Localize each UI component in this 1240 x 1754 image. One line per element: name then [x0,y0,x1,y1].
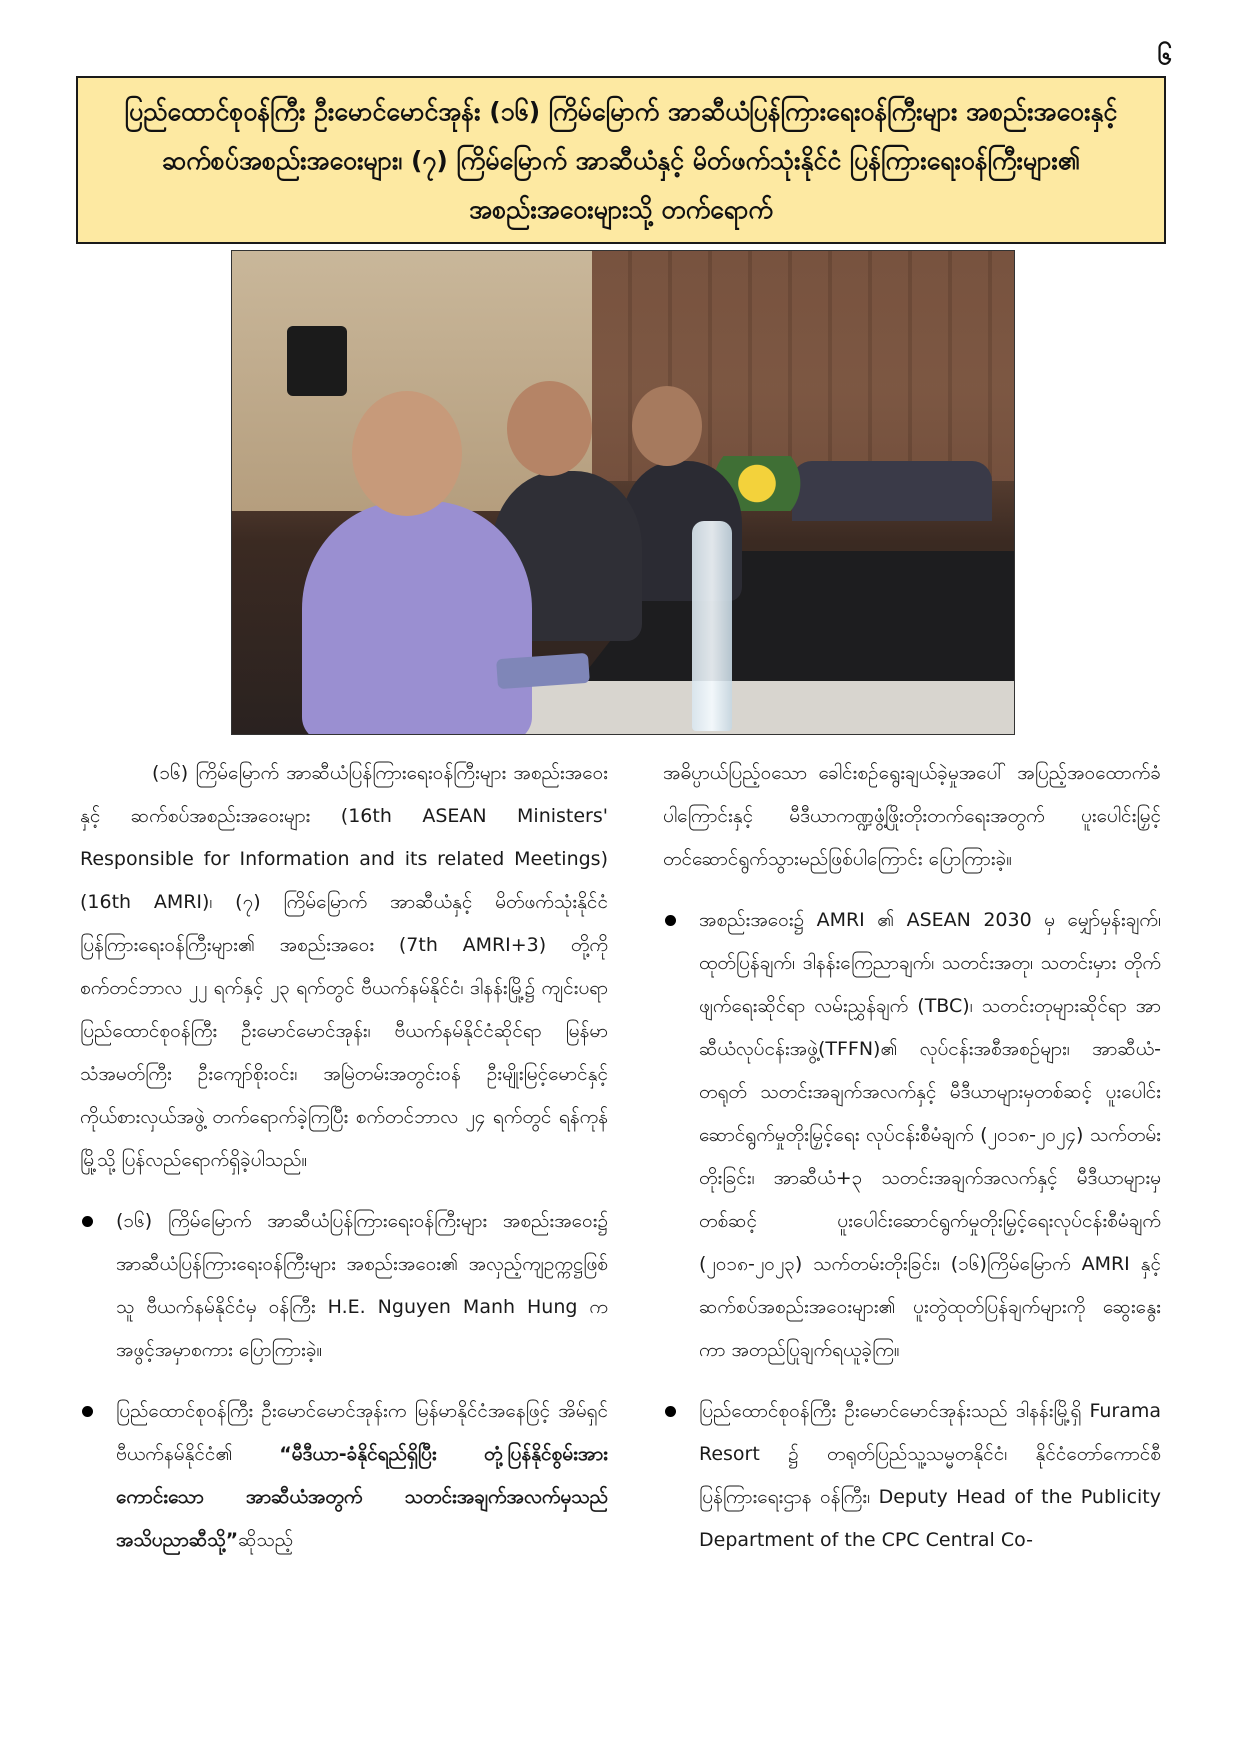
bullet-text: (၁၆) ကြိမ်မြောက် အာဆီယံပြန်ကြားရေးဝန်ကြီးများ အစည်းအဝေး၌ အာဆီယံပြန်ကြားရေးဝန်ကြီးများ အစည်းအဝေး၏ အလှည့်ကျဥက္ကဋ္ဌဖြစ်သူ ဗီယက်နမ်နိုင်ငံမှ ဝန်ကြီး H.E. Nguyen Manh Hung က အဖွင့်အမှာစကား ပြောကြားခဲ့။ [116,1210,608,1361]
bullet-text-part: ဆိုသည့် [238,1529,294,1551]
bullet-dot-icon [82,1406,93,1417]
photo-delegate-2-head [507,381,592,476]
bullet-text-part: ပြည်ထောင်စုဝန်ကြီး ဦးမောင်မောင်အုန်းက မြန်မာနိုင်ငံအနေဖြင့် အိမ်ရှင်ဗီယက်နမ်နိုင်ငံ၏ [116,1400,608,1465]
continued-paragraph: အဓိပ္ပာယ်ပြည့်ဝသော ခေါင်းစဉ်ရွေးချယ်ခဲ့မှုအပေါ် အပြည့်အဝထောက်ခံပါကြောင်းနှင့် မီဒီယာကဏ္ဍဖွံ့ဖြိုးတိုးတက်ရေးအတွက် ပူးပေါင်းမြှင့်တင်ဆောင်ရွက်သွားမည်ဖြစ်ပါကြောင်း ပြောကြားခဲ့။ [663,762,1161,870]
photo-far-delegates [792,461,992,521]
bullet-item [663,1390,1161,1562]
bullet-text: ပြည်ထောင်စုဝန်ကြီး ဦးမောင်မောင်အုန်းသည် ဒါနန်းမြို့ရှိ Furama Resort ၌ တရုတ်ပြည်သူ့သမ္မတနိုင်ငံ၊ နိုင်ငံတော်ကောင်စီပြန်ကြားရေးဌာန ဝန်ကြီး၊ Deputy Head of the Publicity Department of the CPC Central Co- [699,1400,1161,1551]
bullet-text: အစည်းအဝေး၌ AMRI ၏ ASEAN 2030 မှ မျှော်မှန်းချက်၊ ထုတ်ပြန်ချက်၊ ဒါနန်းကြေညာချက်၊ သတင်းအတု၊ သတင်းမှား တိုက်ဖျက်ရေးဆိုင်ရာ လမ်းညွှန်ချက် (TBC)၊ သတင်းတုများဆိုင်ရာ အာဆီယံလုပ်ငန်းအဖွဲ့(TFFN)၏ လုပ်ငန်းအစီအစဉ်များ၊ အာဆီယံ-တရုတ် သတင်းအချက်အလက်နှင့် မီဒီယာများမှတစ်ဆင့် ပူးပေါင်းဆောင်ရွက်မှုတိုးမြှင့်ရေး လုပ်ငန်းစီမံချက် (၂၀၁၈-၂၀၂၄) သက်တမ်းတိုးခြင်း၊ အာဆီယံ+၃ သတင်းအချက်အလက်နှင့် မီဒီယာများမှတစ်ဆင့် ပူးပေါင်းဆောင်ရွက်မှုတိုးမြှင့်ရေးလုပ်ငန်းစီမံချက် (၂၀၁၈-၂၀၂၃) သက်တမ်းတိုးခြင်း၊ (၁၆)ကြိမ်မြောက် AMRI နှင့် ဆက်စပ်အစည်းအဝေးများ၏ ပူးတွဲထုတ်ပြန်ချက်များကို ဆွေးနွေးကာ အတည်ပြုချက်ရယူခဲ့ကြ။ [699,909,1161,1361]
bullet-text [116,1390,608,1562]
bullet-dot-icon [82,1216,93,1227]
headline: ပြည်ထောင်စုဝန်ကြီး ဦးမောင်မောင်အုန်း (၁၆) ကြိမ်မြောက် အာဆီယံပြန်ကြားရေးဝန်ကြီးများ အစည်းအဝေးနှင့် ဆက်စပ်အစည်းအဝေးများ၊ (၇) ကြိမ်မြောက် အာဆီယံနှင့် မိတ်ဖက်သုံးနိုင်ငံ ပြန်ကြားရေးဝန်ကြီးများ၏ အစည်းအဝေးများသို့ တက်ရောက် [124,96,1118,224]
photo-delegate-1 [302,501,532,735]
bullet-item [80,1200,608,1372]
photo-delegate-1-head [352,391,462,516]
right-column [663,752,1161,1562]
headline-box [76,76,1166,244]
bullet-item [663,899,1161,1372]
photo-phone [496,653,590,689]
intro-paragraph: (၁၆) ကြိမ်မြောက် အာဆီယံပြန်ကြားရေးဝန်ကြီးများ အစည်းအဝေးနှင့် ဆက်စပ်အစည်းအဝေးများ (16th ASEAN Ministers' Responsible for Information and its related Meetings) (16th AMRI)၊ (၇) ကြိမ်မြောက် အာဆီယံနှင့် မိတ်ဖက်သုံးနိုင်ငံ ပြန်ကြားရေးဝန်ကြီးများ၏ အစည်းအဝေး (7th AMRI+3) တို့ကို စက်တင်ဘာလ ၂၂ ရက်နှင့် ၂၃ ရက်တွင် ဗီယက်နမ်နိုင်ငံ၊ ဒါနန်းမြို့၌ ကျင်းပရာ ပြည်ထောင်စုဝန်ကြီး ဦးမောင်မောင်အုန်း၊ ဗီယက်နမ်နိုင်ငံဆိုင်ရာ မြန်မာသံအမတ်ကြီး ဦးကျော်စိုးဝင်း၊ အမြဲတမ်းအတွင်းဝန် ဦးမျိုးမြင့်မောင်နှင့် ကိုယ်စားလှယ်အဖွဲ့ တက်ရောက်ခဲ့ကြပြီး စက်တင်ဘာလ ၂၄ ရက်တွင် ရန်ကုန်မြို့သို့ ပြန်လည်ရောက်ရှိခဲ့ပါသည်။ [80,762,608,1171]
meeting-photo [231,250,1015,735]
bullet-item [80,1390,608,1562]
left-column [80,752,608,1562]
photo-water-bottle [692,521,732,731]
bullet-dot-icon [665,915,676,926]
photo-delegate-3-head [632,386,702,466]
bullet-dot-icon [665,1406,676,1417]
photo-camera [287,326,347,396]
bullet-quote: “မီဒီယာ-ခံနိုင်ရည်ရှိပြီး တုံ့ပြန်နိုင်စွမ်းအားကောင်းသော အာဆီယံအတွက် သတင်းအချက်အလက်မှသည် အသိပညာဆီသို့” [116,1443,608,1551]
page-number: ၆ [1157,41,1172,71]
